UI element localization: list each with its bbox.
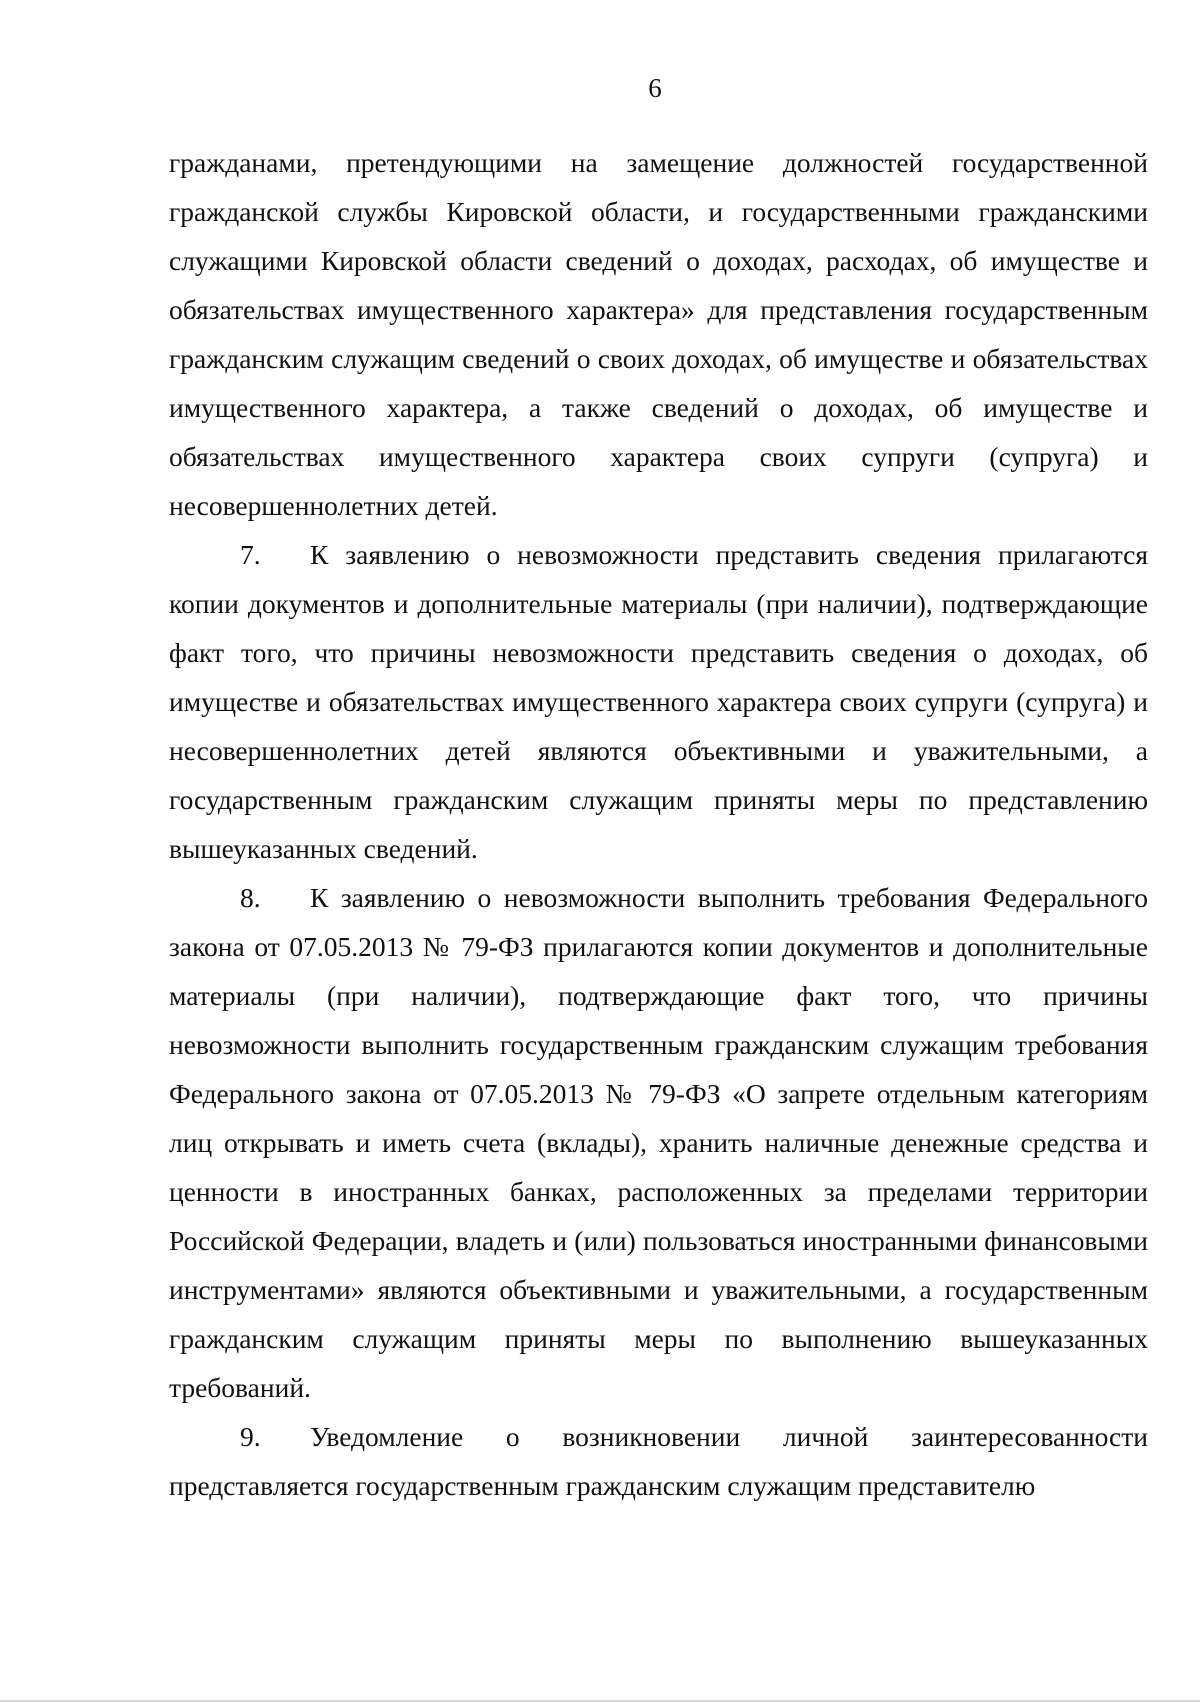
paragraph-number: 7.	[240, 539, 261, 570]
paragraph-text: К заявлению о невозможности представить сведения прилагаются копии документов и дополнительные материалы (при наличии), подтверждающие факт того, что причины невозможности представить сведения о доходах, об имуществе и обязательствах имущественного характера своих супруги (супруга) и несовершеннолетних детей являются объективными и уважительными, а государственным гражданским служащим приняты меры по представлению вышеуказанных сведений.	[169, 539, 1148, 864]
paragraph-text: К заявлению о невозможности выполнить требования Федерального закона от 07.05.2013 № 79-ФЗ прилагаются копии документов и дополнительные материалы (при наличии), подтверждающие факт того, что причины невозможности выполнить государственным гражданским служащим требования Федерального закона от 07.05.2013 № 79-ФЗ «О запрете отдельным категориям лиц открывать и иметь счета (вклады), хранить наличные денежные средства и ценности в иностранных банках, расположенных за пределами территории Российской Федерации, владеть и (или) пользоваться иностранными финансовыми инструментами» являются объективными и уважительными, а государственным гражданским служащим приняты меры по выполнению вышеуказанных требований.	[169, 882, 1148, 1403]
page-number: 6	[648, 73, 662, 103]
paragraph-item-9	[169, 1412, 1148, 1510]
paragraph-continuation	[169, 138, 1148, 530]
paragraph-text: гражданами, претендующими на замещение должностей государственной гражданской службы Кировской области, и государственными гражданскими служащими Кировской области сведений о доходах, расходах, об имуществе и обязательствах имущественного характера» для представления государственным гражданским служащим сведений о своих доходах, об имуществе и обязательствах имущественного характера, а также сведений о доходах, об имуществе и обязательствах имущественного характера своих супруги (супруга) и несовершеннолетних детей.	[169, 147, 1148, 521]
paragraph-text: Уведомление о возникновении личной заинтересованности представляется государственным гражданским служащим представителю	[169, 1421, 1148, 1501]
document-body	[169, 138, 1148, 1510]
paragraph-item-7	[169, 530, 1148, 873]
paragraph-number: 8.	[240, 882, 261, 913]
paragraph-item-8	[169, 873, 1148, 1412]
paragraph-number: 9.	[240, 1421, 261, 1452]
